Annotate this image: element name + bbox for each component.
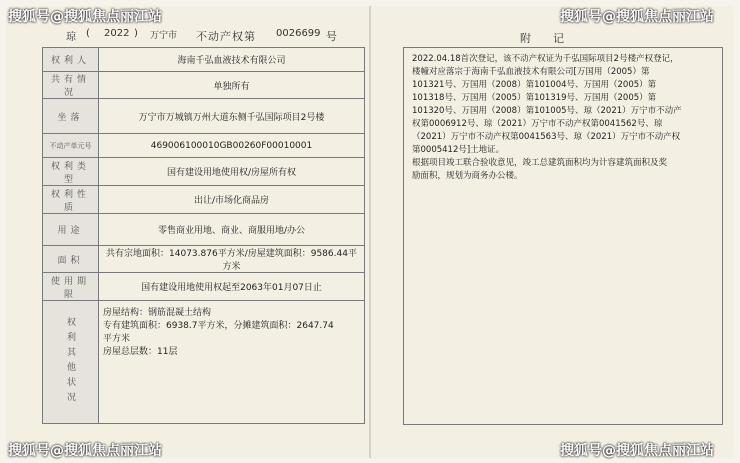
table-row: [43, 214, 365, 246]
annex-line: 第0005412号]土地证。: [412, 145, 505, 155]
watermark-bottom-left: 搜狐号@搜狐焦点丽江站: [8, 443, 162, 459]
header-city: 万宁市: [150, 31, 178, 41]
row-value: 共有宗地面积：14073.876平方米/房屋建筑面积：9586.44平方米: [99, 246, 365, 273]
other-label: 权利其他状况: [65, 317, 75, 407]
header-year: 2022: [104, 28, 130, 39]
annex-line: 励面积，规划为商务办公楼。: [412, 171, 523, 181]
watermark-bottom-right: 搜狐号@搜狐焦点丽江站: [560, 443, 714, 459]
header-year-close: ): [134, 28, 138, 39]
table-row: [43, 48, 365, 72]
header-cert-no: 0026699: [276, 28, 321, 39]
row-label: 面积: [43, 246, 99, 273]
table-row: [43, 273, 365, 301]
watermark-top-left: 搜狐号@搜狐焦点丽江站: [8, 9, 162, 25]
annex-line: （2021）万宁市不动产权第0041563号、琼（2021）万宁市不动产权: [412, 132, 681, 142]
row-label: 坐落: [43, 99, 99, 134]
other-label-cell: [43, 301, 99, 424]
rights-table: [42, 47, 365, 424]
table-row: [43, 246, 365, 273]
table-row: [43, 158, 365, 186]
page-fold: [369, 6, 371, 458]
row-label: 权利类型: [43, 158, 99, 186]
other-line: 房屋结构：钢筋混凝土结构: [103, 308, 212, 318]
annex-text: [412, 53, 712, 183]
row-value: 469006100010GB00260F00010001: [99, 134, 365, 158]
annex-line: 楼幢对应落宗于海南千弘血液技术有限公司[万国用（2005）第: [412, 67, 650, 77]
annex-line: 根据项目竣工联合验收意见，竣工总建筑面积均为计容建筑面积及奖: [412, 158, 668, 168]
row-value: 出让/市场化商品房: [99, 186, 365, 214]
row-label: 权利人: [43, 48, 99, 72]
header-prefix: 琼: [66, 32, 76, 43]
header-year-open: (: [86, 28, 90, 39]
row-value: 海南千弘血液技术有限公司: [99, 48, 365, 72]
header-cert-name: 不动产权第: [196, 30, 256, 43]
annex-line: 2022.04.18首次登记，该不动产权证为千弘国际项目2号楼产权登记，: [412, 54, 679, 64]
other-value: [99, 301, 365, 424]
table-row: [43, 72, 365, 99]
row-label: 不动产单元号: [43, 134, 99, 158]
annex-line: 101318号、万国用（2005）第101319号、万国用（2005）第: [412, 93, 657, 103]
annex-line: 101320号、万国用（2008）第101005号、琼（2021）万宁市不动产: [412, 106, 682, 116]
other-line: 房屋总层数：11层: [103, 347, 178, 357]
header-suffix: 号: [326, 30, 337, 43]
other-line: 专有建筑面积：6938.7平方米，分摊建筑面积：2647.74: [103, 321, 334, 331]
row-label: 权利性质: [43, 186, 99, 214]
table-row: [43, 301, 365, 424]
row-value: 国有建设用地使用权/房屋所有权: [99, 158, 365, 186]
other-line: 平方米: [103, 334, 131, 344]
watermark-top-right: 搜狐号@搜狐焦点丽江站: [560, 9, 714, 25]
row-value: 零售商业用地、商业、商服用地/办公: [99, 214, 365, 246]
table-row: [43, 134, 365, 158]
annex-title: 附记: [520, 32, 586, 45]
row-label: 共有情况: [43, 72, 99, 99]
annex-line: 权第0006912号、琼（2021）万宁市不动产权第0041562号、琼: [412, 119, 663, 129]
row-label: 用途: [43, 214, 99, 246]
row-value: 单独所有: [99, 72, 365, 99]
table-row: [43, 186, 365, 214]
row-label: 使用期限: [43, 273, 99, 301]
row-value: 国有建设用地使用权起至2063年01月07日止: [99, 273, 365, 301]
table-row: [43, 99, 365, 134]
row-value: 万宁市万城镇万州大道东侧千弘国际项目2号楼: [99, 99, 365, 134]
annex-line: 101321号、万国用（2008）第101004号、万国用（2005）第: [412, 80, 657, 90]
